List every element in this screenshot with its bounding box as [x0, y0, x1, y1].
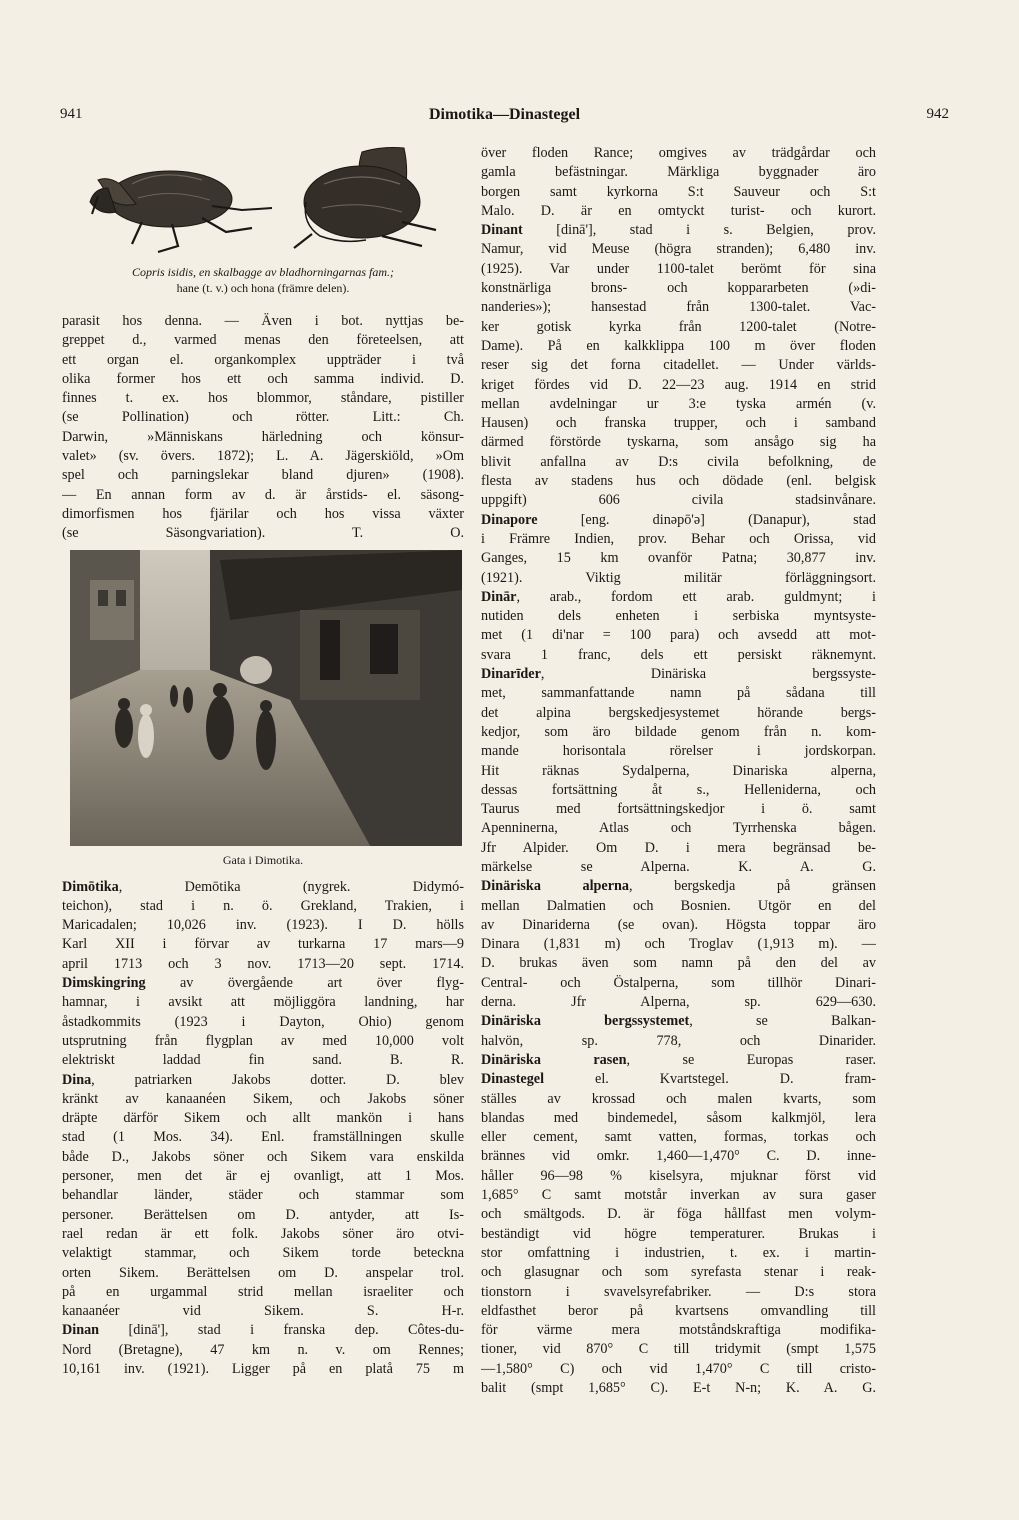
text-line: mande horisontala rörelser i jordskorpan. [481, 743, 876, 760]
text-line: Jfr Alpider. Om D. i mera begränsad be- [481, 839, 876, 856]
text-line: behandlar länder, städer och stammar som [62, 1187, 464, 1204]
text-line: teichon), stad i n. ö. Grekland, Trakien, i [62, 897, 464, 914]
text-line: stad (1 Mos. 34). Enl. framställningen skulle [62, 1129, 464, 1146]
entry-dinariska-bergssystemet: Dinäriska bergssystemet, se Balkan- [481, 1013, 876, 1030]
entry-dimotika: Dimōtika, Demōtika (nygrek. Didymó- [62, 878, 464, 895]
text-line: Dinara (1,831 m) och Troglav (1,913 m). — [481, 936, 876, 953]
entry-dinariska-rasen: Dinäriska rasen, se Europas raser. [481, 1051, 876, 1068]
text-line: Apenninerna, Atlas och Tyrrhenska bågen. [481, 820, 876, 837]
text-line: kanaanéer vid Sikem. S. H-r. [62, 1303, 464, 1320]
running-title: Dimotika—Dinastegel [428, 106, 581, 123]
text-line: mellan Dalmatien och Bosnien. Utgör en del [481, 897, 876, 914]
male-beetle-figure [90, 171, 272, 252]
text-line: finnes t. ex. hos blommor, ståndare, pistiller [62, 390, 464, 407]
page-header [60, 106, 949, 130]
text-line: beständigt vid högre temperaturer. Brukas i [481, 1225, 876, 1242]
text-line: Nord (Bretagne), 47 km n. v. om Rennes; [62, 1341, 464, 1358]
text-line: met, sammanfattande namn på sådana till [481, 685, 876, 702]
text-line: på en urgammal strid mellan israeliter och [62, 1283, 464, 1300]
text-line: parasit hos denna. — Även i bot. nyttjas be- [62, 313, 464, 329]
text-line: borgen samt kyrkorna S:t Sauveur och S:t [481, 183, 876, 200]
photo-caption: Gata i Dimotika. [222, 852, 304, 867]
text-line: nanderies»); hansestad från 1300-talet. Vac- [481, 299, 876, 316]
text-line: valet» (sv. övers. 1872); L. A. Jägerskiöld, »Om [62, 448, 464, 465]
text-line: blandas med bindemedel, såsom kalkmjöl, lera [481, 1109, 876, 1126]
text-line: (1921). Viktig militär förläggningsort. [481, 569, 876, 586]
text-line: Hausen) och franska trupper, och i samband [481, 415, 876, 432]
text-line: elektriskt laddad fin sand. B. R. [62, 1052, 464, 1069]
text-line: därmed förstörde tyskarna, som ansågo sig ha [481, 434, 876, 451]
text-line: reser sig det forna citadellet. — Under världs- [481, 357, 876, 374]
entry-dinarider: Dinarīder, Dinäriska bergssyste- [481, 666, 876, 683]
text-line: — En annan form av d. är årstids- el. säsong- [62, 486, 464, 503]
text-line: —1,580° C) och vid 1,470° C till cristo- [481, 1360, 876, 1377]
text-line: stor omfattning i industrien, t. ex. i martin- [481, 1244, 876, 1261]
text-line: Hit räknas Sydalperna, Dinariska alperna, [481, 762, 876, 779]
text-line: (se Pollination) och rötter. Litt.: Ch. [62, 409, 464, 426]
text-line: (se Säsongvariation). T. O. [62, 525, 464, 542]
text-line: Namur, vid Meuse (högra stranden); 6,480 inv. [481, 241, 876, 258]
beetle-illustration [62, 144, 464, 262]
page-number-right: 942 [926, 106, 949, 122]
text-line: balit (smpt 1,685° C). E-t N-n; K. A. G. [481, 1380, 876, 1396]
text-line: greppet d., varmed menas den företeelsen, att [62, 332, 464, 349]
text-line: personer. Berättelsen om D. antyder, att Is- [62, 1206, 464, 1223]
text-line: eller cement, samt vatten, formas, torkas och [481, 1129, 876, 1146]
entry-dinar: Dinār, arab., fordom ett arab. guldmynt; i [481, 588, 876, 605]
text-line: uppgift) 606 civila stadsinvånare. [481, 492, 876, 509]
text-line: Darwin, »Människans härledning och könsur- [62, 428, 464, 445]
text-line: utsprutning från flygplan av med 10,000 volt [62, 1032, 464, 1049]
page-number-left: 941 [60, 106, 83, 122]
text-line: hamnar, i avsikt att möjliggöra landning, har [62, 994, 464, 1011]
text-line: kedjor, som äro bildade genom från n. kom- [481, 723, 876, 740]
spacer [62, 296, 464, 312]
text-line: åstadkommits (1923 i Dayton, Ohio) genom [62, 1013, 464, 1030]
text-line: kriget fördes vid D. 22—23 aug. 1914 en strid [481, 376, 876, 393]
text-line: och smältgods. D. är föga hållfast men volym- [481, 1206, 876, 1223]
entry-dinapore: Dinapore [eng. dinəpō'ə] (Danapur), stad [481, 511, 876, 528]
text-line: 10,161 inv. (1921). Ligger på en platå 75 m [62, 1360, 464, 1377]
text-line: mellan avdelningar ur 3:e tyska armén (v. [481, 395, 876, 412]
text-line: halvön, sp. 778, och Dinarider. [481, 1032, 876, 1049]
text-line: ett organ el. organkomplex uppträder i två [62, 351, 464, 368]
right-column [481, 144, 876, 1398]
text-line: dimorfismen hos fjärilar och hos vissa växter [62, 505, 464, 522]
beetle-caption-line: Copris isidis, en skalbagge av bladhorningarnas fam.; [131, 265, 394, 279]
text-block-dimotika-to-dinan [62, 878, 464, 1380]
text-line: april 1713 och 3 nov. 1713—20 sept. 1714. [62, 955, 464, 972]
text-line: konstnärliga brons- och koppararbeten (»di- [481, 280, 876, 297]
entry-dinastegel: Dinastegel el. Kvartstegel. D. fram- [481, 1071, 876, 1088]
text-line: märkelse se Alperna. K. A. G. [481, 858, 876, 875]
text-line: kränkt av kanaanéen Sikem, och Jakobs söner [62, 1090, 464, 1107]
text-line: ställes av krossad och malen kvarts, som [481, 1090, 876, 1107]
entry-dinan: Dinan [dinā'], stad i franska dep. Côtes-du- [62, 1322, 464, 1339]
entry-dimskingring: Dimskingring av övergående art över flyg- [62, 975, 464, 992]
text-line: svara 1 franc, dels ett persiskt räknemynt. [481, 646, 876, 663]
text-line: olika former hos ett och samma individ. D. [62, 370, 464, 387]
text-line: ker gotisk kyrka från 1200-talet (Notre- [481, 318, 876, 335]
text-line: (1925). Var under 1100-talet berömt för sina [481, 260, 876, 277]
text-line: met (1 di'nar = 100 para) och avsedd att mot- [481, 627, 876, 644]
text-line: Malo. D. är en omtyckt turist- och kurort. [481, 202, 876, 219]
text-line: gamla befästningar. Märkliga byggnader äro [481, 164, 876, 181]
text-line: Dame). På en kalkklippa 100 m över floden [481, 337, 876, 354]
text-line: för värme mera motståndskraftiga modifika- [481, 1322, 876, 1339]
text-line: D. brukas även som namn på den del av [481, 955, 876, 972]
street-photo [70, 550, 462, 846]
female-beetle-figure [294, 148, 436, 249]
text-block-dimorfism [62, 312, 464, 544]
beetle-caption-line: hane (t. v.) och hona (främre delen). [176, 281, 350, 295]
text-line: personer, men det är ej ovanligt, att 1 Mos. [62, 1168, 464, 1185]
entry-dinariska-alperna: Dinäriska alperna, bergskedja på gränsen [481, 878, 876, 895]
text-line: både D., Jakobs söner och Sikem vara enskilda [62, 1148, 464, 1165]
text-line: blivit anfallna av D:s civila befolkning, de [481, 453, 876, 470]
text-line: nutiden dels enheten i serbiska myntsyste- [481, 608, 876, 625]
text-line: Central- och Östalperna, som tillhör Dinari- [481, 974, 876, 991]
text-line: håller 96—98 % kiselsyra, mjuknar först vid [481, 1167, 876, 1184]
text-line: tionstorn i svavelsyrefabriker. — D:s stora [481, 1283, 876, 1300]
text-line: dessas fortsättning åt s., Helleniderna, och [481, 781, 876, 798]
text-line: flesta av stadens hus och dödade (enl. belgisk [481, 473, 876, 490]
text-line: Taurus med fortsättningskedjor i ö. samt [481, 801, 876, 818]
left-column [62, 144, 464, 1379]
text-line: och glasugnar och som syrefasta stenar i reak- [481, 1264, 876, 1281]
text-line: eldfasthet beror på kvartsens omvandling till [481, 1302, 876, 1319]
text-line: orten Sikem. Berättelsen om D. anspelar trol. [62, 1264, 464, 1281]
text-line: Karl XII i förvar av turkarna 17 mars—9 [62, 936, 464, 953]
text-line: velaktigt stammar, och Sikem torde beteckna [62, 1245, 464, 1262]
text-line: Maricadalen; 10,026 inv. (1923). I D. hölls [62, 917, 464, 934]
text-line: över floden Rance; omgives av trädgårdar och [481, 145, 876, 161]
text-line: derna. Jfr Alperna, sp. 629—630. [481, 994, 876, 1011]
text-line: Ganges, 15 km ovanför Patna; 30,877 inv. [481, 550, 876, 567]
entry-dina: Dina, patriarken Jakobs dotter. D. blev [62, 1071, 464, 1088]
text-line: dräpte därför Sikem och allt mankön i hans [62, 1110, 464, 1127]
entry-dinant: Dinant [dinā'], stad i s. Belgien, prov. [481, 222, 876, 239]
text-line: 1,685° C samt motstår inverkan av sura gaser [481, 1187, 876, 1204]
text-line: tioner, vid 870° C till tridymit (smpt 1,575 [481, 1341, 876, 1358]
text-line: det alpina bergskedjesystemet hörande bergs- [481, 704, 876, 721]
text-line: spel och parningslekar bland djuren» (1908). [62, 467, 464, 484]
text-line: brännes vid omkr. 1,460—1,470° C. D. inne- [481, 1148, 876, 1165]
text-line: av Dinariderna (se ovan). Högsta toppar äro [481, 916, 876, 933]
text-line: i Främre Indien, prov. Behar och Orissa, vid [481, 530, 876, 547]
text-line: rael redan är ett folk. Jakobs söner äro otvi- [62, 1225, 464, 1242]
